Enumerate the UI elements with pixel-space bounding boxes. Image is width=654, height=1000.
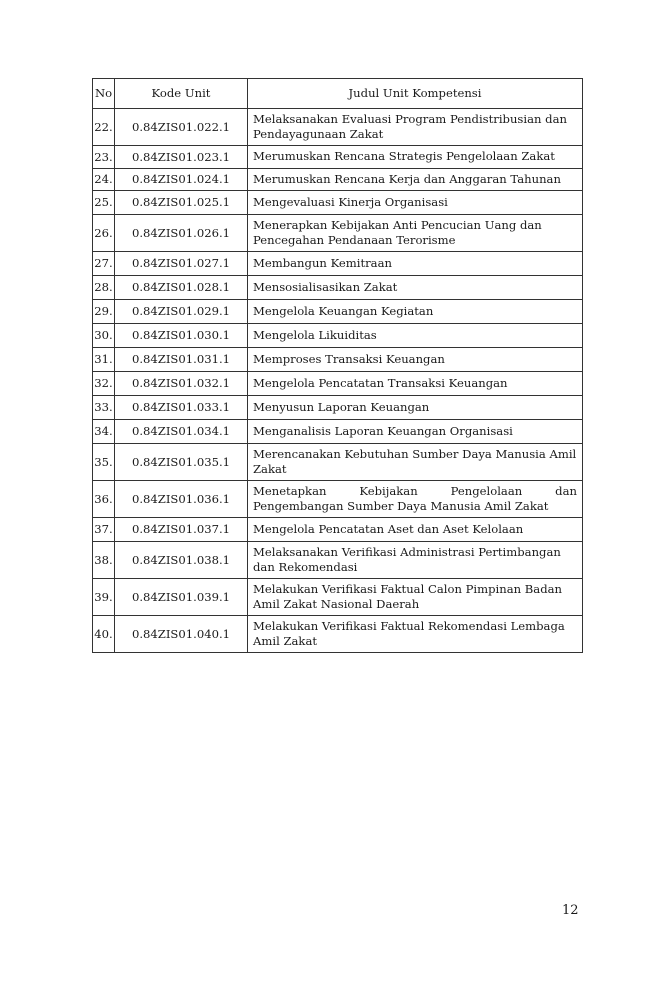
- cell-judul-unit: Mengelola Keuangan Kegiatan: [248, 300, 583, 324]
- cell-no: 37.: [93, 518, 115, 542]
- cell-kode-unit: 0.84ZIS01.040.1: [115, 616, 248, 653]
- table-row: [93, 518, 583, 542]
- table-row: [93, 542, 583, 579]
- cell-judul-unit: Melakukan Verifikasi Faktual Rekomendasi Lembaga Amil Zakat: [248, 616, 583, 653]
- cell-judul-unit: Merencanakan Kebutuhan Sumber Daya Manusia Amil Zakat: [248, 444, 583, 481]
- cell-judul-unit: Mengelola Likuiditas: [248, 324, 583, 348]
- cell-no: 24.: [93, 168, 115, 191]
- cell-no: 30.: [93, 324, 115, 348]
- cell-kode-unit: 0.84ZIS01.030.1: [115, 324, 248, 348]
- cell-no: 39.: [93, 579, 115, 616]
- cell-no: 25.: [93, 191, 115, 215]
- table-row: [93, 616, 583, 653]
- cell-judul-unit: Melaksanakan Evaluasi Program Pendistribusian dan Pendayagunaan Zakat: [248, 109, 583, 146]
- cell-kode-unit: 0.84ZIS01.028.1: [115, 276, 248, 300]
- cell-kode-unit: 0.84ZIS01.034.1: [115, 420, 248, 444]
- cell-no: 29.: [93, 300, 115, 324]
- cell-judul-unit: Menganalisis Laporan Keuangan Organisasi: [248, 420, 583, 444]
- cell-judul-unit: Mengevaluasi Kinerja Organisasi: [248, 191, 583, 215]
- table-header-row: [93, 79, 583, 109]
- table-row: [93, 396, 583, 420]
- table-row: [93, 420, 583, 444]
- table-row: [93, 168, 583, 191]
- cell-judul-unit: Menerapkan Kebijakan Anti Pencucian Uang dan Pencegahan Pendanaan Terorisme: [248, 215, 583, 252]
- table-row: [93, 481, 583, 518]
- cell-kode-unit: 0.84ZIS01.036.1: [115, 481, 248, 518]
- table-row: [93, 215, 583, 252]
- cell-kode-unit: 0.84ZIS01.022.1: [115, 109, 248, 146]
- cell-kode-unit: 0.84ZIS01.031.1: [115, 348, 248, 372]
- table-row: [93, 191, 583, 215]
- cell-no: 32.: [93, 372, 115, 396]
- cell-no: 40.: [93, 616, 115, 653]
- cell-no: 38.: [93, 542, 115, 579]
- cell-kode-unit: 0.84ZIS01.038.1: [115, 542, 248, 579]
- table-row: [93, 444, 583, 481]
- cell-no: 28.: [93, 276, 115, 300]
- competency-units-table: [92, 78, 583, 653]
- cell-judul-unit: Membangun Kemitraan: [248, 252, 583, 276]
- cell-kode-unit: 0.84ZIS01.026.1: [115, 215, 248, 252]
- table-row: [93, 372, 583, 396]
- cell-no: 22.: [93, 109, 115, 146]
- table-row: [93, 252, 583, 276]
- cell-kode-unit: 0.84ZIS01.025.1: [115, 191, 248, 215]
- cell-no: 35.: [93, 444, 115, 481]
- table-row: [93, 146, 583, 169]
- cell-judul-unit: Mengelola Pencatatan Aset dan Aset Kelolaan: [248, 518, 583, 542]
- cell-kode-unit: 0.84ZIS01.029.1: [115, 300, 248, 324]
- cell-no: 34.: [93, 420, 115, 444]
- cell-judul-unit: Merumuskan Rencana Kerja dan Anggaran Tahunan: [248, 168, 583, 191]
- cell-kode-unit: 0.84ZIS01.023.1: [115, 146, 248, 169]
- cell-judul-unit: Merumuskan Rencana Strategis Pengelolaan Zakat: [248, 146, 583, 169]
- cell-kode-unit: 0.84ZIS01.032.1: [115, 372, 248, 396]
- cell-no: 31.: [93, 348, 115, 372]
- cell-kode-unit: 0.84ZIS01.024.1: [115, 168, 248, 191]
- header-kode-unit: Kode Unit: [115, 79, 248, 109]
- cell-judul-unit: Melakukan Verifikasi Faktual Calon Pimpinan Badan Amil Zakat Nasional Daerah: [248, 579, 583, 616]
- cell-kode-unit: 0.84ZIS01.035.1: [115, 444, 248, 481]
- cell-no: 36.: [93, 481, 115, 518]
- cell-judul-unit: Menyusun Laporan Keuangan: [248, 396, 583, 420]
- cell-judul-unit: Melaksanakan Verifikasi Administrasi Pertimbangan dan Rekomendasi: [248, 542, 583, 579]
- cell-kode-unit: 0.84ZIS01.033.1: [115, 396, 248, 420]
- cell-no: 23.: [93, 146, 115, 169]
- table-row: [93, 300, 583, 324]
- cell-no: 33.: [93, 396, 115, 420]
- cell-no: 27.: [93, 252, 115, 276]
- table-row: [93, 348, 583, 372]
- cell-judul-unit: Memproses Transaksi Keuangan: [248, 348, 583, 372]
- cell-judul-unit: Mensosialisasikan Zakat: [248, 276, 583, 300]
- header-judul-unit: Judul Unit Kompetensi: [248, 79, 583, 109]
- cell-no: 26.: [93, 215, 115, 252]
- cell-judul-unit: Menetapkan Kebijakan Pengelolaan dan Pengembangan Sumber Daya Manusia Amil Zakat: [248, 481, 583, 518]
- table-row: [93, 109, 583, 146]
- cell-kode-unit: 0.84ZIS01.027.1: [115, 252, 248, 276]
- table-row: [93, 324, 583, 348]
- header-no: No: [93, 79, 115, 109]
- cell-kode-unit: 0.84ZIS01.039.1: [115, 579, 248, 616]
- page-number: 12: [562, 903, 579, 918]
- table-row: [93, 276, 583, 300]
- table-row: [93, 579, 583, 616]
- cell-kode-unit: 0.84ZIS01.037.1: [115, 518, 248, 542]
- cell-judul-unit: Mengelola Pencatatan Transaksi Keuangan: [248, 372, 583, 396]
